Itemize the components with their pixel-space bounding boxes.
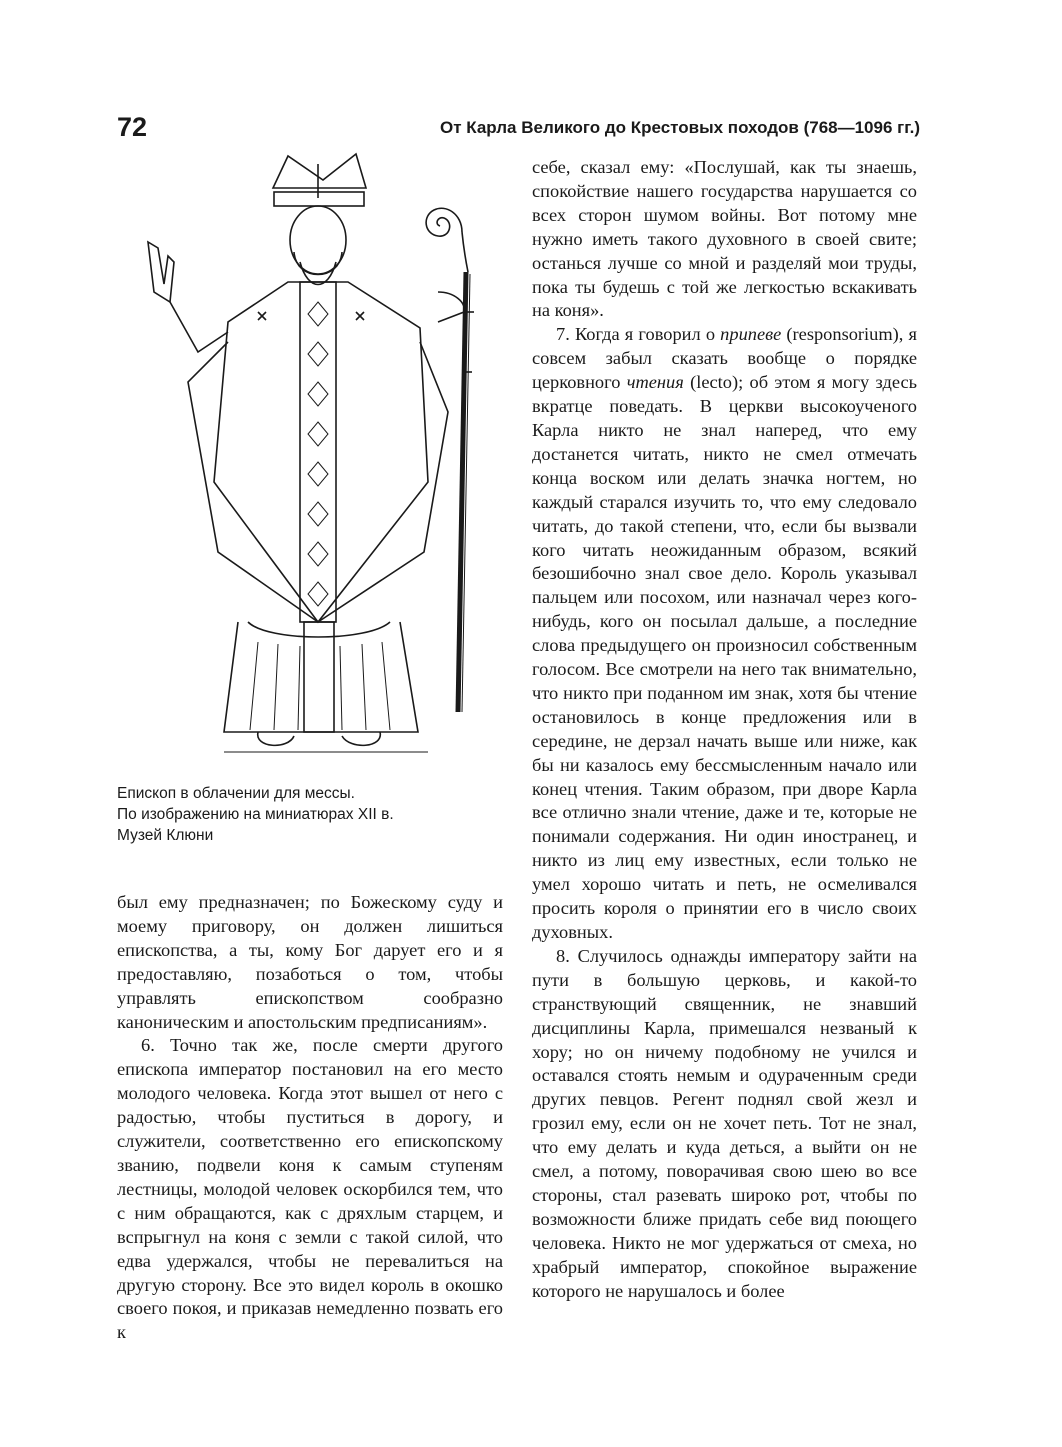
text-run: 7. Когда я говорил о bbox=[556, 324, 721, 345]
term-pripev: припеве bbox=[720, 324, 782, 345]
left-column bbox=[117, 891, 503, 1345]
caption-line: По изображению на миниатюрах XII в. bbox=[117, 806, 394, 823]
text-run: (lecto); об этом я могу здесь вкратце поведать. В церкви высокоученого Карла никто не знал наперед, что ему достанется читать, никто не смел отмечать конца воском или делать значка ногтем, но каждый старался изучить то, что ему следовало читать, до такой степени, что, если бы вызвали кого читать неожиданным образом, всякий безошибочно знал свое дело. Король указывал пальцем или посохом, или назначал через кого-нибудь, кого он посылал дальше, а последние слова предыдущего он произносил собственным голосом. Все смотрели на него так внимательно, что никто при поданном им знак, хотя бы чтение остановилось в конце предложения или в середине, не дерзал начать выше или ниже, как бы ни казалось ему бессмысленным начало или конец чтения. Таким образом, при дворе Карла все отлично знали чтение, даже и те, которые не понимали содержания. Ни один иностранец, и никто из лиц ему известных, если только не умел хорошо читать и петь, не осмеливался просить короля о принятии его в число своих духовных. bbox=[532, 372, 917, 942]
page-number: 72 bbox=[117, 112, 148, 142]
text-run: (responsorium), я совсем забыл сказать вообще о порядке церковного bbox=[532, 324, 917, 393]
figure-caption bbox=[117, 783, 497, 846]
bishop-illustration bbox=[128, 152, 496, 762]
right-column bbox=[532, 156, 917, 1304]
caption-line: Музей Клюни bbox=[117, 827, 214, 844]
paragraph bbox=[532, 323, 917, 945]
paragraph: был ему предназначен; по Божескому суду и моему приговору, он должен лишиться епископства, а ты, кому Бог дарует его и я предоставляю, позаботься о том, чтобы управлять епископством сообразно каноническим и апостольским предписаниям». bbox=[117, 892, 503, 1032]
paragraph: себе, сказал ему: «Послушай, как ты знаешь, спокойствие нашего государства нарушается со всех сторон шумом войны. Вот потому мне нужно иметь такого духовного в своей свите; останься лучше со мной и разделяй мои труды, пока ты будешь с той же легкостью вскакивать на коня». bbox=[532, 157, 917, 321]
term-chtenie: чтения bbox=[626, 372, 684, 393]
paragraph: 8. Случилось однажды императору зайти на пути в большую церковь, и какой-то странствующий священник, не знавший дисциплины Карла, примешался незваный к хору; но он ничему подобному не учился и оставался стоять немым и одураченным среди других певцов. Регент поднял свой жезл и грозил ему, если он не хочет петь. Тот не знал, что ему делать и куда деться, а выйти он не смел, а потому, поворачивая свою шею во все стороны, стал разевать широко рот, чтобы по возможности ближе придать себе вид поющего человека. Никто не мог удержаться от смеха, но храбрый император, спокойное выражение которого не нарушалось и более bbox=[532, 945, 917, 1301]
paragraph: 6. Точно так же, после смерти другого епископа император постановил на его место молодого человека. Когда этот вышел от него с радостью, чтобы пуститься в дорогу, и служители, соответственно его епископскому званию, подвели коня к самым ступеням лестницы, молодой человек оскорбился тем, что с ним обращаются, как с дряхлым старцем, и вспрыгнул на коня с земли с такой силой, что едва удержался, чтобы не перевалиться на другую сторону. Все это видел король в окошко своего покоя, и приказав немедленно позвать его к bbox=[117, 1035, 503, 1343]
caption-line: Епископ в облачении для мессы. bbox=[117, 785, 355, 802]
running-title: От Карла Великого до Крестовых походов (768—1096 гг.) bbox=[439, 118, 920, 137]
